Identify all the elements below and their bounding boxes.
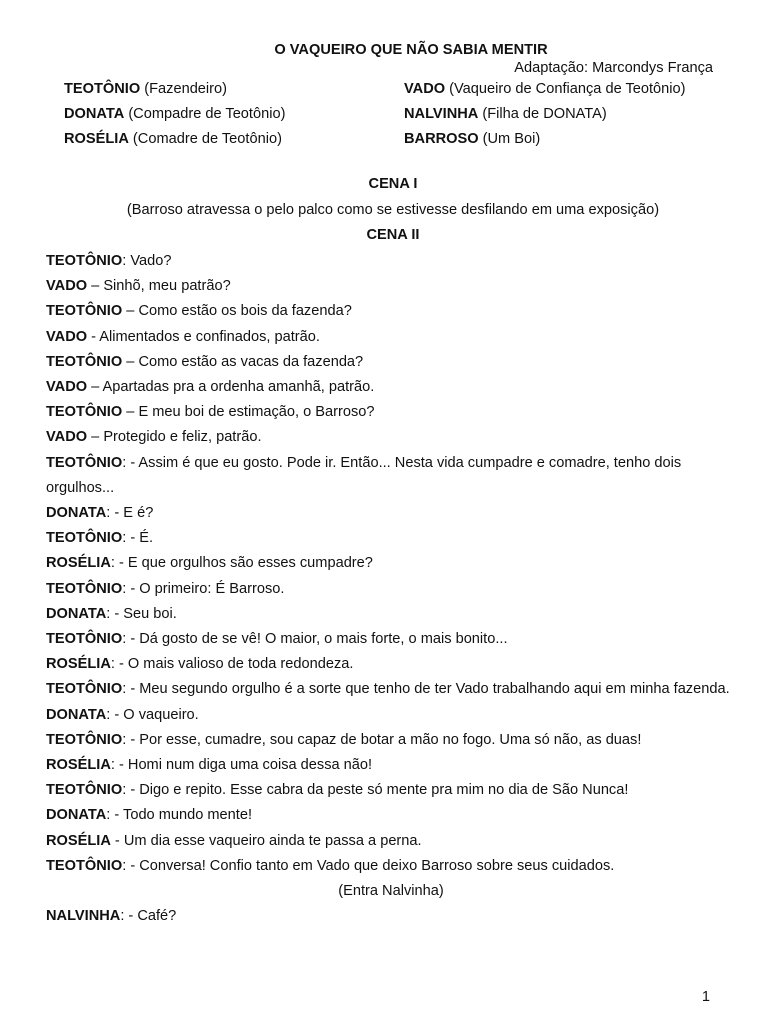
speaker-name: DONATA (46, 505, 107, 522)
dialogue-line (46, 602, 736, 627)
speaker-name: TEOTÔNIO (46, 454, 123, 471)
cast-entry (64, 131, 404, 147)
speaker-name: VADO (46, 379, 88, 396)
speech-text: : - Seu boi. (106, 605, 177, 622)
speech-text: – Como estão as vacas da fazenda? (122, 353, 364, 370)
dialogue-line (46, 703, 736, 728)
dialogue-line (46, 299, 736, 324)
character-name: DONATA (64, 105, 125, 122)
speaker-name: ROSÉLIA (46, 832, 111, 849)
speaker-name: VADO (46, 429, 88, 446)
dialogue-line (46, 803, 736, 828)
speech-text: : - Assim é que eu gosto. Pode ir. Então... Nesta vida cumpadre e comadre, tenho dois orgulhos... (46, 454, 682, 496)
speaker-name: TEOTÔNIO (46, 404, 123, 421)
speech-text: – Como estão os bois da fazenda? (122, 303, 352, 320)
cast-row (64, 101, 744, 126)
stage-direction: (Barroso atravessa o pelo palco como se estivesse desfilando em uma exposição) (126, 202, 660, 218)
character-role: (Filha de DONATA) (478, 105, 607, 122)
speech-text: : - Meu segundo orgulho é a sorte que tenho de ter Vado trabalhando aqui em minha fazenda. (122, 681, 730, 698)
speaker-name: TEOTÔNIO (46, 580, 123, 597)
cast-entry (404, 81, 744, 97)
dialogue-line (46, 451, 736, 501)
speech-text: – Sinhõ, meu patrão? (87, 278, 231, 295)
character-role: (Comadre de Teotônio) (128, 130, 282, 147)
scene-heading: CENA II (366, 227, 420, 243)
dialogue-line (46, 728, 736, 753)
dialogue-line (46, 325, 736, 350)
character-role: (Fazendeiro) (140, 80, 228, 97)
character-name: ROSÉLIA (64, 130, 129, 147)
speaker-name: TEOTÔNIO (46, 631, 123, 648)
speaker-name: TEOTÔNIO (46, 731, 123, 748)
character-role: (Vaqueiro de Confiança de Teotônio) (445, 80, 686, 97)
cast-row (64, 76, 744, 101)
speech-text: : - E é? (106, 505, 154, 522)
dialogue-line (46, 551, 736, 576)
dialogue-line (46, 652, 736, 677)
speaker-name: TEOTÔNIO (46, 253, 123, 269)
dialogue-line (46, 627, 736, 652)
dialogue-line (46, 501, 736, 526)
speech-text: : - O primeiro: É Barroso. (122, 580, 285, 597)
speaker-name: TEOTÔNIO (46, 681, 123, 698)
dialogue-line (46, 350, 736, 375)
speaker-name: DONATA (46, 605, 107, 622)
speaker-name: NALVINHA (46, 908, 121, 925)
dialogue-line (46, 400, 736, 425)
character-role: (Compadre de Teotônio) (124, 105, 286, 122)
speaker-name: ROSÉLIA (46, 757, 111, 774)
speaker-name: ROSÉLIA (46, 656, 111, 673)
speech-text: – E meu boi de estimação, o Barroso? (122, 404, 375, 421)
speech-text: – Apartadas pra a ordenha amanhã, patrão. (87, 379, 375, 396)
character-name: TEOTÔNIO (64, 80, 141, 97)
speech-text: : - Café? (120, 908, 177, 925)
dialogue-line (46, 425, 736, 450)
dialogue-line (46, 677, 736, 702)
speech-text: : Vado? (122, 253, 172, 269)
dialogue-line (46, 778, 736, 803)
speech-text: - Alimentados e confinados, patrão. (87, 328, 320, 345)
dialogue-block (46, 249, 736, 929)
cast-list (64, 76, 744, 151)
cast-entry (404, 106, 744, 122)
scene-heading: CENA I (368, 176, 418, 192)
dialogue-line (46, 829, 736, 854)
character-name: VADO (404, 80, 446, 97)
speech-text: - Um dia esse vaqueiro ainda te passa a perna. (110, 832, 422, 849)
character-role: (Um Boi) (478, 130, 541, 147)
adaptation-credit: Adaptação: Marcondys França (514, 60, 713, 76)
speech-text: : - Por esse, cumadre, sou capaz de botar a mão no fogo. Uma só não, as duas! (122, 731, 642, 748)
speech-text: : - O mais valioso de toda redondeza. (110, 656, 354, 673)
speaker-name: TEOTÔNIO (46, 303, 123, 320)
cast-entry (64, 81, 404, 97)
play-title: O VAQUEIRO QUE NÃO SABIA MENTIR (274, 42, 548, 58)
speech-text: : - O vaqueiro. (106, 706, 199, 723)
speech-text: : - Homi num diga uma coisa dessa não! (110, 757, 373, 774)
dialogue-line (46, 753, 736, 778)
character-name: NALVINHA (404, 105, 479, 122)
speech-text: : - Conversa! Confio tanto em Vado que deixo Barroso sobre seus cuidados. (122, 857, 615, 874)
speaker-name: VADO (46, 278, 88, 295)
speech-text: : - Dá gosto de se vê! O maior, o mais forte, o mais bonito... (122, 631, 508, 648)
cast-entry (64, 106, 404, 122)
speech-text: – Protegido e feliz, patrão. (87, 429, 262, 446)
speaker-name: TEOTÔNIO (46, 353, 123, 370)
speaker-name: VADO (46, 328, 88, 345)
cast-row (64, 126, 744, 151)
speaker-name: DONATA (46, 706, 107, 723)
speaker-name: DONATA (46, 807, 107, 824)
dialogue-line (46, 375, 736, 400)
cast-entry (404, 131, 744, 147)
stage-direction: (Entra Nalvinha) (338, 883, 444, 900)
speaker-name: TEOTÔNIO (46, 530, 123, 547)
dialogue-line (46, 249, 736, 274)
speech-text: : - E que orgulhos são esses cumpadre? (110, 555, 373, 572)
speech-text: : - Todo mundo mente! (106, 807, 253, 824)
dialogue-line (46, 274, 736, 299)
speaker-name: TEOTÔNIO (46, 857, 123, 874)
dialogue-line (46, 526, 736, 551)
dialogue-line (46, 904, 736, 929)
speaker-name: ROSÉLIA (46, 555, 111, 572)
page-number: 1 (701, 989, 710, 1005)
speaker-name: TEOTÔNIO (46, 782, 123, 799)
speech-text: : - Digo e repito. Esse cabra da peste só mente pra mim no dia de São Nunca! (122, 782, 629, 799)
dialogue-line (46, 577, 736, 602)
dialogue-line (46, 854, 736, 879)
speech-text: : - É. (122, 530, 154, 547)
character-name: BARROSO (404, 130, 479, 147)
